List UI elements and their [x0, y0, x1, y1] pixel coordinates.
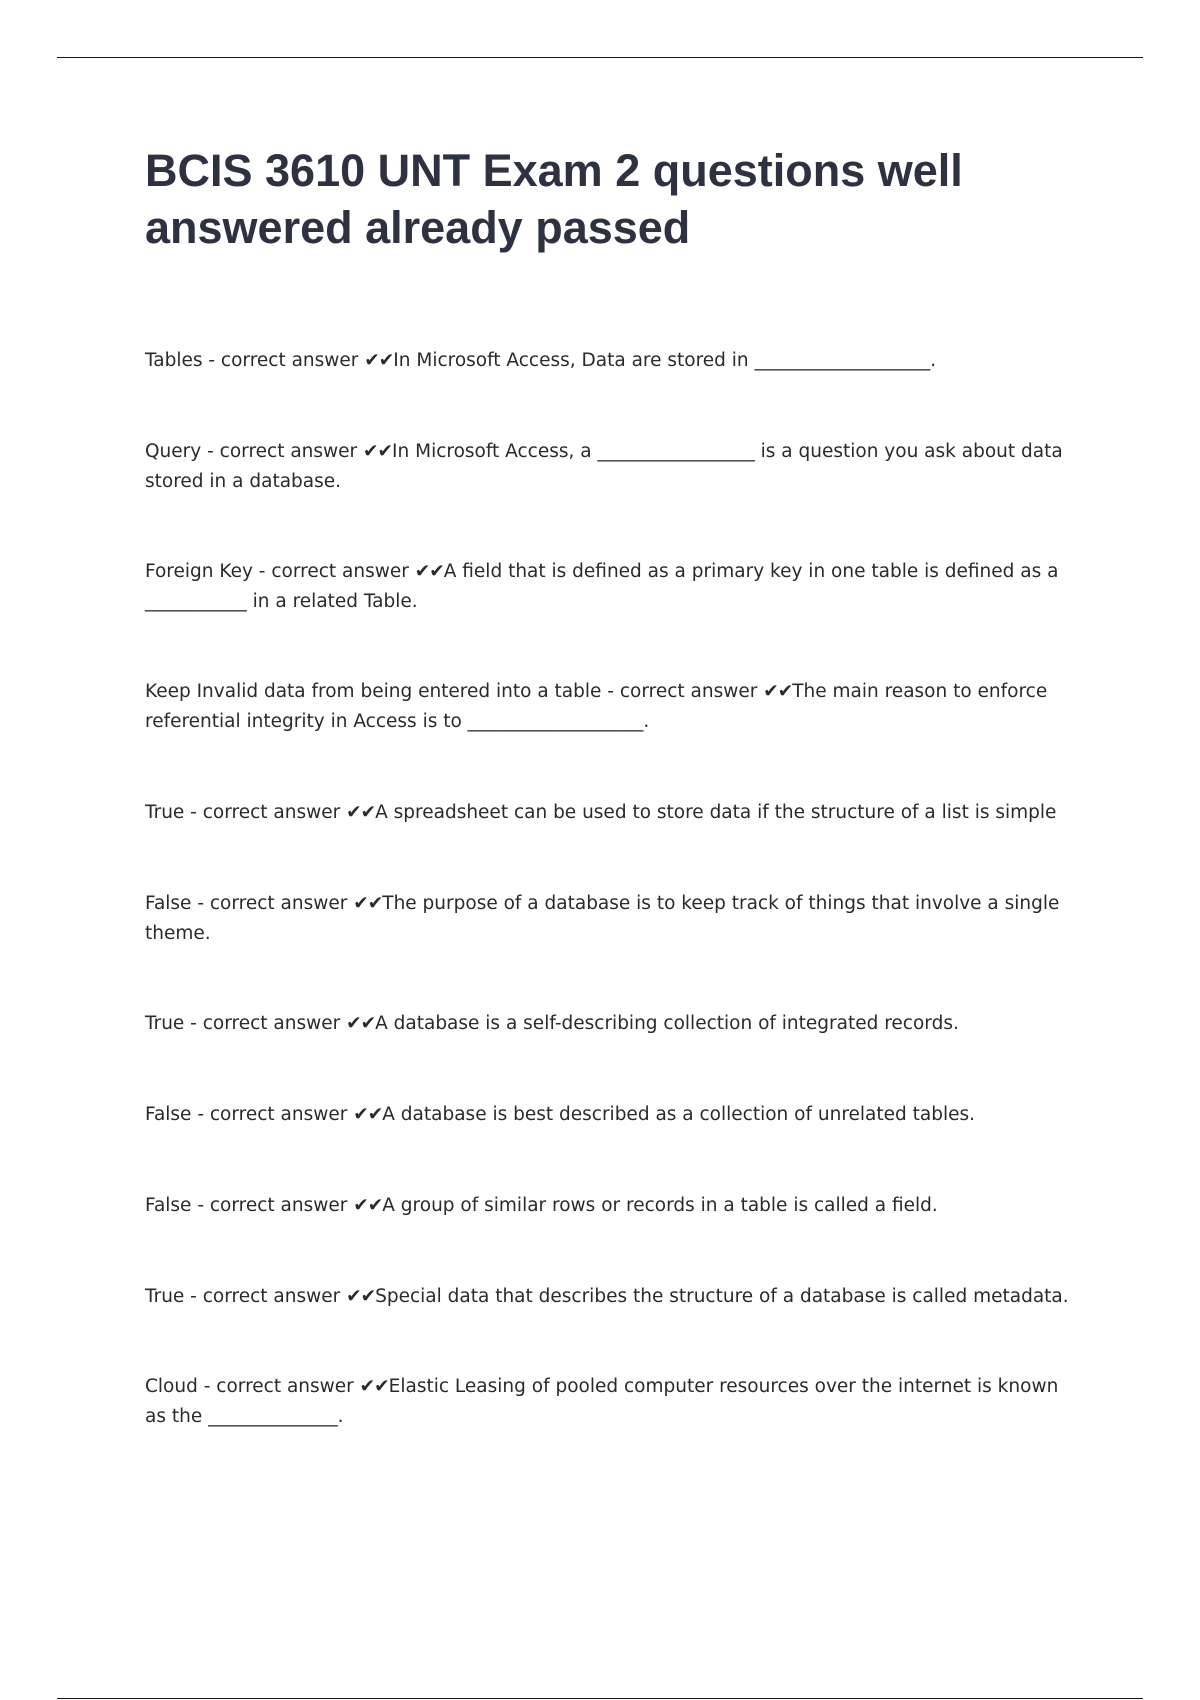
separator: -	[191, 1195, 210, 1216]
qa-entry	[145, 346, 1085, 376]
answer-label: correct answer	[220, 350, 365, 371]
answer-label: correct answer	[619, 681, 764, 702]
answer-text: Cloud	[145, 1376, 198, 1397]
separator: -	[197, 1376, 217, 1397]
separator: -	[184, 802, 203, 823]
document-title: BCIS 3610 UNT Exam 2 questions well answered already passed	[145, 145, 963, 253]
double-check-icon: ✔✔	[346, 1013, 376, 1034]
answer-text: True	[145, 1013, 185, 1034]
bottom-rule	[57, 1698, 1143, 1699]
qa-entry	[145, 1372, 1085, 1432]
answer-label: correct answer	[216, 1376, 360, 1397]
answer-text: Keep Invalid data from being entered into a table	[145, 681, 602, 702]
answer-label: correct answer	[209, 893, 354, 914]
separator: -	[201, 441, 220, 462]
answer-text: False	[145, 1104, 192, 1125]
question-text: The main reason to enforce referential integrity in Access is to ___________________.	[145, 681, 1048, 732]
question-text: A field that is defined as a primary key in one table is defined as a ___________ in a related Table.	[145, 561, 1059, 612]
qa-entry	[145, 889, 1085, 949]
double-check-icon: ✔✔	[763, 681, 793, 702]
double-check-icon: ✔✔	[346, 802, 376, 823]
answer-label: correct answer	[271, 561, 415, 582]
qa-entry	[145, 1282, 1085, 1312]
double-check-icon: ✔✔	[359, 1376, 389, 1397]
qa-entry	[145, 798, 1085, 828]
separator: -	[202, 350, 221, 371]
answer-label: correct answer	[202, 1013, 347, 1034]
double-check-icon: ✔✔	[353, 1195, 383, 1216]
separator: -	[191, 893, 210, 914]
double-check-icon: ✔✔	[363, 441, 393, 462]
answer-label: correct answer	[209, 1104, 354, 1125]
question-text: A database is best described as a collection of unrelated tables.	[382, 1104, 976, 1125]
separator: -	[184, 1286, 203, 1307]
question-text: Special data that describes the structure of a database is called metadata.	[375, 1286, 1069, 1307]
qa-entry	[145, 1009, 1085, 1039]
double-check-icon: ✔✔	[414, 561, 444, 582]
question-text: Elastic Leasing of pooled computer resources over the internet is known as the ______________.	[145, 1376, 1059, 1427]
qa-entry	[145, 557, 1085, 617]
answer-text: True	[145, 1286, 185, 1307]
qa-entry	[145, 1191, 1085, 1221]
answer-text: False	[145, 893, 192, 914]
answer-label: correct answer	[202, 1286, 347, 1307]
answer-text: Query	[145, 441, 202, 462]
question-text: In Microsoft Access, Data are stored in ___________________.	[393, 350, 937, 371]
separator: -	[252, 561, 272, 582]
double-check-icon: ✔✔	[346, 1286, 376, 1307]
top-rule	[57, 57, 1143, 58]
question-text: A database is a self-describing collection of integrated records.	[375, 1013, 959, 1034]
qa-entry	[145, 677, 1085, 737]
qa-entry	[145, 437, 1085, 497]
separator: -	[601, 681, 620, 702]
double-check-icon: ✔✔	[353, 1104, 383, 1125]
question-text: A spreadsheet can be used to store data if the structure of a list is simple	[375, 802, 1057, 823]
qa-entry	[145, 1100, 1085, 1130]
answer-label: correct answer	[202, 802, 347, 823]
answer-text: True	[145, 802, 185, 823]
question-text: A group of similar rows or records in a table is called a field.	[382, 1195, 938, 1216]
answer-text: Foreign Key	[145, 561, 253, 582]
double-check-icon: ✔✔	[364, 350, 394, 371]
double-check-icon: ✔✔	[353, 893, 383, 914]
separator: -	[191, 1104, 210, 1125]
answer-text: False	[145, 1195, 192, 1216]
answer-label: correct answer	[219, 441, 364, 462]
separator: -	[184, 1013, 203, 1034]
answer-label: correct answer	[209, 1195, 354, 1216]
answer-text: Tables	[145, 350, 203, 371]
question-text: In Microsoft Access, a _________________ is a question you ask about data stored in a database.	[145, 441, 1063, 492]
question-text: The purpose of a database is to keep track of things that involve a single theme.	[145, 893, 1060, 944]
